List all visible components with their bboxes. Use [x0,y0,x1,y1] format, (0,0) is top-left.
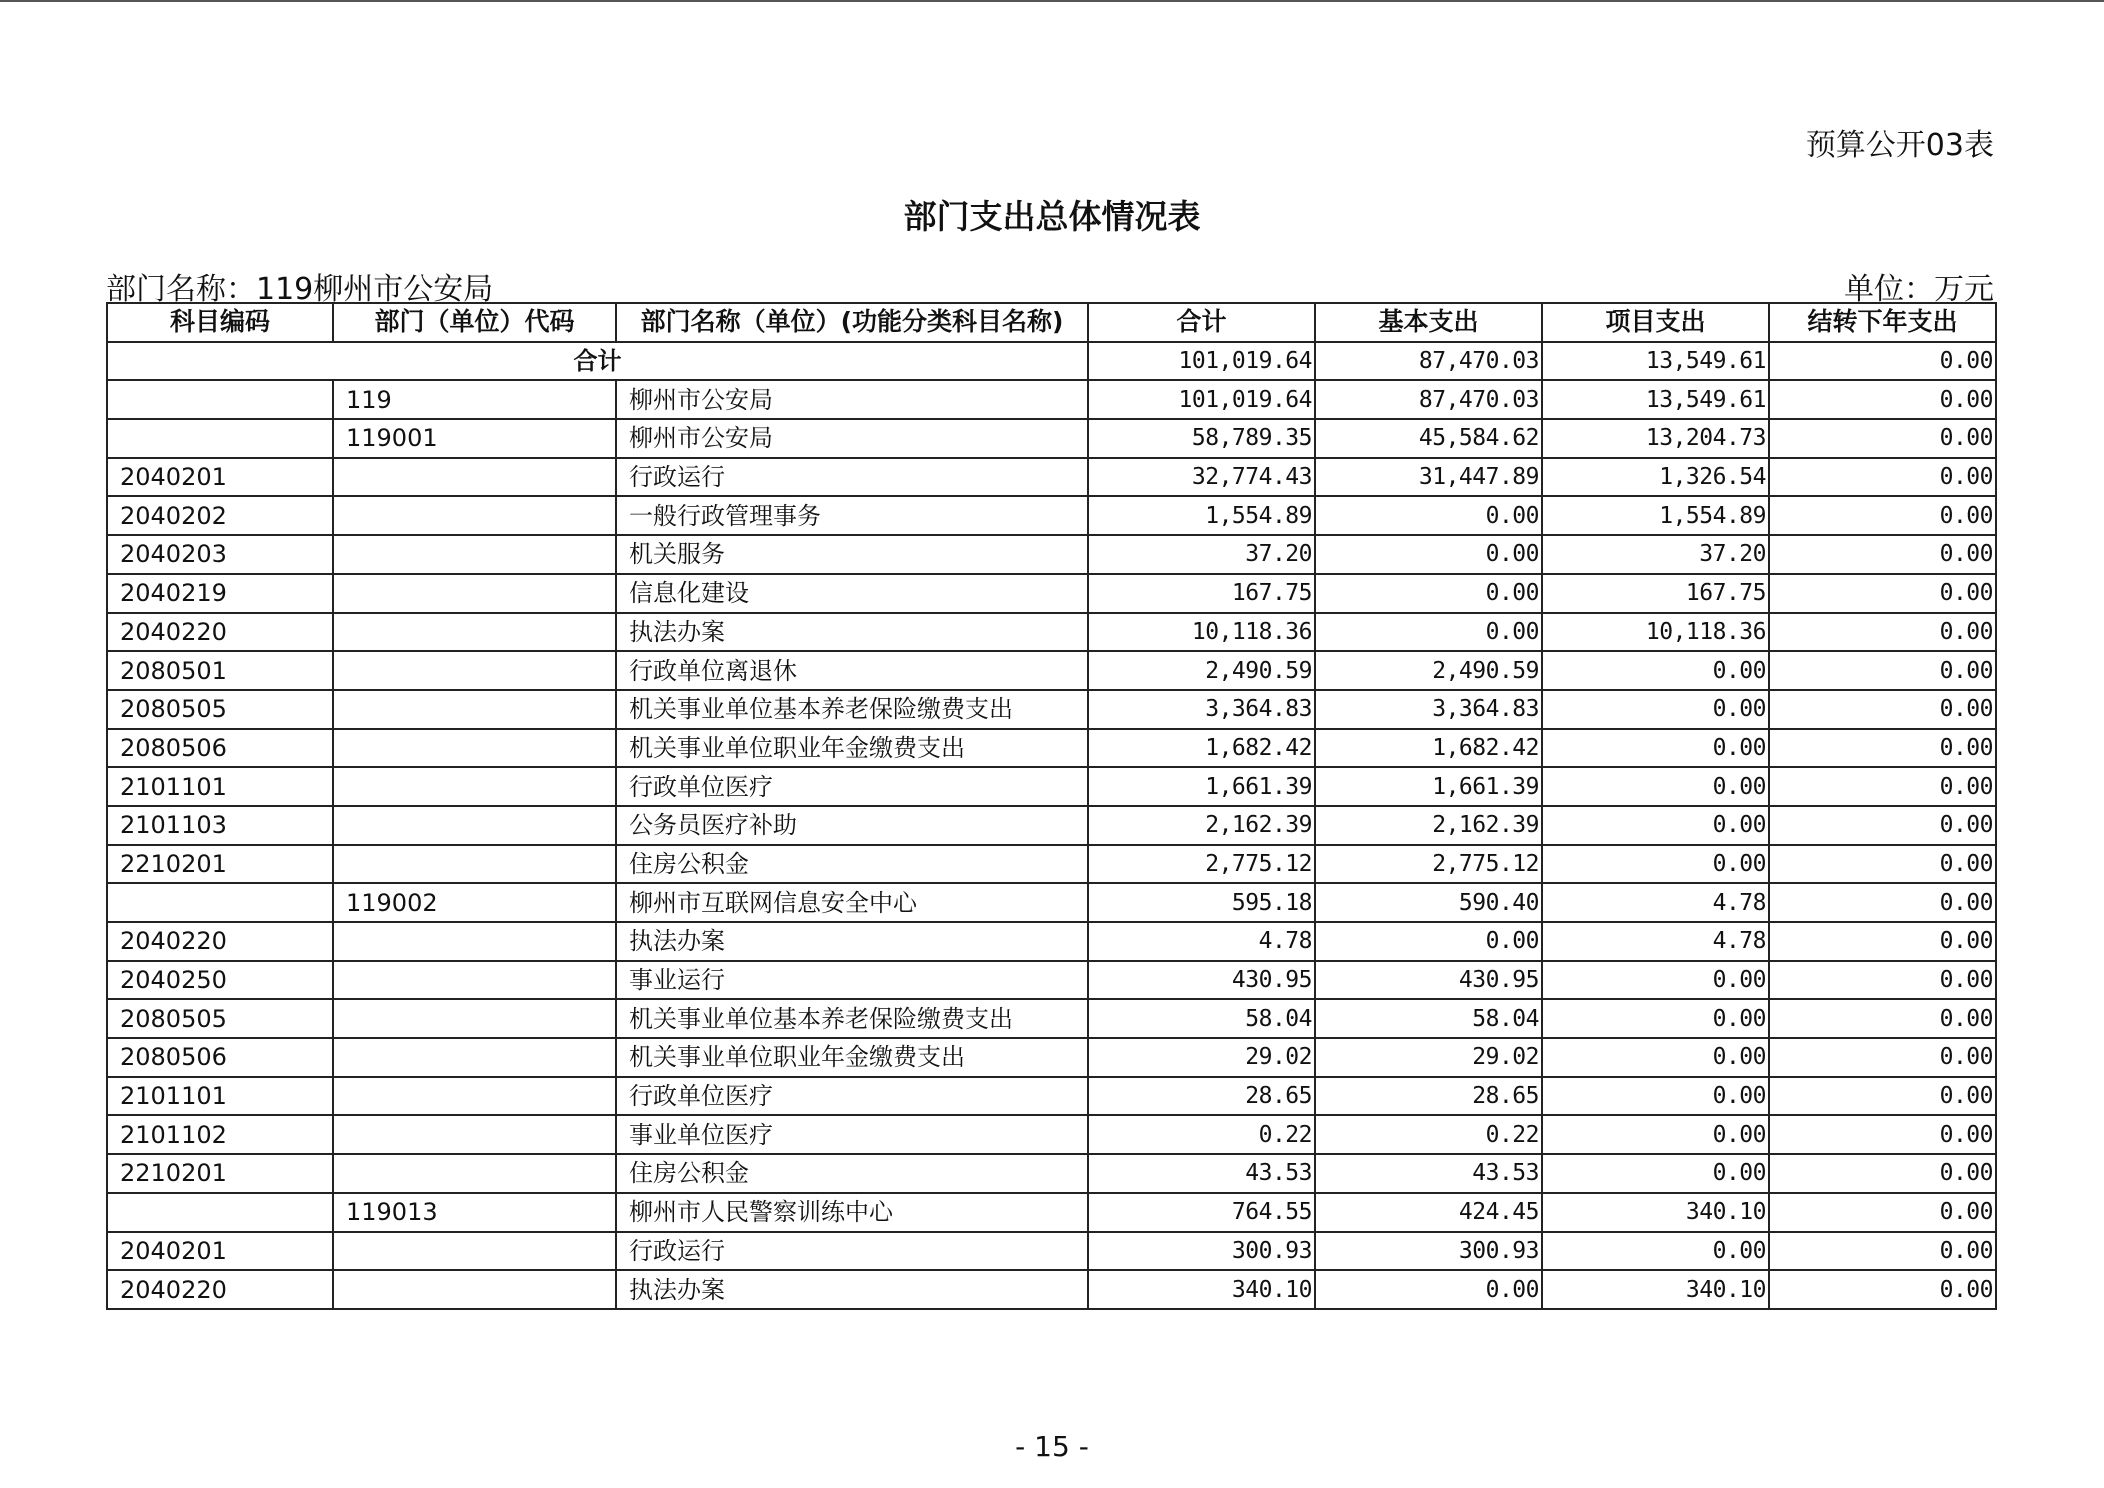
header-unit-name: 部门名称（单位）(功能分类科目名称) [616,303,1088,342]
cell-total: 300.93 [1088,1232,1315,1271]
cell-unit-name: 住房公积金 [616,1154,1088,1193]
table-row [107,1115,1996,1154]
cell-unit-code [333,613,616,652]
table-row [107,613,1996,652]
cell-basic-expenditure: 0.00 [1315,574,1542,613]
cell-project-expenditure: 37.20 [1542,535,1769,574]
cell-unit-name: 信息化建设 [616,574,1088,613]
cell-project-expenditure: 340.10 [1542,1270,1769,1309]
cell-unit-code [333,767,616,806]
cell-basic-expenditure: 430.95 [1315,961,1542,1000]
cell-unit-name: 柳州市人民警察训练中心 [616,1193,1088,1232]
cell-unit-code [333,729,616,768]
cell-project-expenditure: 10,118.36 [1542,613,1769,652]
total-row-label: 合计 [107,342,1088,381]
table-row [107,845,1996,884]
header-carryover-expenditure: 结转下年支出 [1769,303,1996,342]
cell-subject-code: 2040219 [107,574,333,613]
cell-unit-name: 行政运行 [616,458,1088,497]
table-row [107,1270,1996,1309]
cell-carryover-expenditure: 0.00 [1769,1154,1996,1193]
cell-total: 58.04 [1088,999,1315,1038]
cell-unit-name: 一般行政管理事务 [616,496,1088,535]
cell-total: 430.95 [1088,961,1315,1000]
table-row [107,806,1996,845]
cell-unit-name: 事业运行 [616,961,1088,1000]
cell-total: 10,118.36 [1088,613,1315,652]
cell-project-expenditure: 0.00 [1542,1232,1769,1271]
table-row [107,1193,1996,1232]
cell-subject-code: 2040201 [107,1232,333,1271]
cell-unit-name: 行政单位医疗 [616,1077,1088,1116]
cell-total: 29.02 [1088,1038,1315,1077]
table-row [107,1232,1996,1271]
table-header-row [107,303,1996,342]
cell-unit-code [333,496,616,535]
cell-basic-expenditure: 45,584.62 [1315,419,1542,458]
cell-total: 101,019.64 [1088,380,1315,419]
cell-project-expenditure: 0.00 [1542,806,1769,845]
cell-project-expenditure: 0.00 [1542,999,1769,1038]
cell-basic-expenditure: 2,490.59 [1315,651,1542,690]
cell-unit-name: 行政单位医疗 [616,767,1088,806]
cell-total: 4.78 [1088,922,1315,961]
cell-basic-expenditure: 0.00 [1315,496,1542,535]
cell-unit-name: 机关服务 [616,535,1088,574]
cell-unit-code [333,458,616,497]
cell-carryover-expenditure: 0.00 [1769,845,1996,884]
cell-total: 43.53 [1088,1154,1315,1193]
cell-unit-name: 机关事业单位职业年金缴费支出 [616,729,1088,768]
cell-unit-code [333,1115,616,1154]
cell-carryover-expenditure: 0.00 [1769,961,1996,1000]
cell-unit-code: 119 [333,380,616,419]
cell-carryover-expenditure: 0.00 [1769,1077,1996,1116]
cell-subject-code [107,380,333,419]
cell-project-expenditure: 340.10 [1542,1193,1769,1232]
cell-unit-name: 执法办案 [616,613,1088,652]
cell-total: 340.10 [1088,1270,1315,1309]
cell-unit-code: 119013 [333,1193,616,1232]
cell-carryover-expenditure: 0.00 [1769,1115,1996,1154]
cell-carryover-expenditure: 0.00 [1769,574,1996,613]
cell-unit-name: 执法办案 [616,922,1088,961]
cell-unit-code [333,806,616,845]
table-row [107,922,1996,961]
cell-unit-name: 住房公积金 [616,845,1088,884]
cell-project-expenditure: 0.00 [1542,961,1769,1000]
cell-total: 2,775.12 [1088,845,1315,884]
cell-carryover-expenditure: 0.00 [1769,729,1996,768]
cell-unit-code [333,1077,616,1116]
cell-unit-name: 行政单位离退休 [616,651,1088,690]
cell-total: 0.22 [1088,1115,1315,1154]
cell-subject-code: 2040202 [107,496,333,535]
cell-carryover-expenditure: 0.00 [1769,1232,1996,1271]
cell-project-expenditure: 0.00 [1542,845,1769,884]
cell-unit-code [333,999,616,1038]
cell-carryover-expenditure: 0.00 [1769,380,1996,419]
cell-basic-expenditure: 31,447.89 [1315,458,1542,497]
cell-project-expenditure: 13,204.73 [1542,419,1769,458]
cell-project-expenditure: 0.00 [1542,651,1769,690]
cell-subject-code: 2101101 [107,1077,333,1116]
cell-basic-expenditure: 2,162.39 [1315,806,1542,845]
total-row-total: 101,019.64 [1088,342,1315,381]
cell-subject-code [107,419,333,458]
cell-unit-name: 公务员医疗补助 [616,806,1088,845]
header-total: 合计 [1088,303,1315,342]
header-project-expenditure: 项目支出 [1542,303,1769,342]
cell-carryover-expenditure: 0.00 [1769,535,1996,574]
cell-basic-expenditure: 58.04 [1315,999,1542,1038]
table-row [107,767,1996,806]
cell-basic-expenditure: 590.40 [1315,883,1542,922]
cell-total: 1,554.89 [1088,496,1315,535]
cell-unit-name: 机关事业单位基本养老保险缴费支出 [616,999,1088,1038]
cell-subject-code: 2080505 [107,690,333,729]
cell-unit-name: 柳州市互联网信息安全中心 [616,883,1088,922]
cell-basic-expenditure: 43.53 [1315,1154,1542,1193]
cell-project-expenditure: 0.00 [1542,1154,1769,1193]
cell-total: 3,364.83 [1088,690,1315,729]
table-row [107,380,1996,419]
cell-total: 595.18 [1088,883,1315,922]
cell-unit-code [333,845,616,884]
cell-project-expenditure: 0.00 [1542,767,1769,806]
cell-unit-code [333,651,616,690]
cell-unit-code [333,1038,616,1077]
table-row [107,458,1996,497]
unit-label: 单位：万元 [1844,272,1994,307]
cell-project-expenditure: 0.00 [1542,729,1769,768]
cell-project-expenditure: 167.75 [1542,574,1769,613]
cell-carryover-expenditure: 0.00 [1769,419,1996,458]
cell-unit-code [333,1154,616,1193]
cell-project-expenditure: 4.78 [1542,922,1769,961]
cell-carryover-expenditure: 0.00 [1769,922,1996,961]
cell-project-expenditure: 13,549.61 [1542,380,1769,419]
cell-basic-expenditure: 0.00 [1315,535,1542,574]
cell-subject-code: 2080501 [107,651,333,690]
cell-subject-code: 2040220 [107,613,333,652]
cell-project-expenditure: 1,554.89 [1542,496,1769,535]
cell-unit-code [333,922,616,961]
cell-subject-code [107,883,333,922]
cell-basic-expenditure: 29.02 [1315,1038,1542,1077]
cell-carryover-expenditure: 0.00 [1769,883,1996,922]
cell-unit-code [333,961,616,1000]
cell-unit-code [333,1270,616,1309]
total-row-basic: 87,470.03 [1315,342,1542,381]
cell-total: 2,162.39 [1088,806,1315,845]
cell-total: 1,661.39 [1088,767,1315,806]
cell-carryover-expenditure: 0.00 [1769,690,1996,729]
cell-unit-code [333,690,616,729]
cell-total: 37.20 [1088,535,1315,574]
cell-subject-code: 2101101 [107,767,333,806]
cell-basic-expenditure: 3,364.83 [1315,690,1542,729]
cell-carryover-expenditure: 0.00 [1769,806,1996,845]
table-row [107,690,1996,729]
table-row [107,419,1996,458]
cell-unit-code: 119001 [333,419,616,458]
cell-project-expenditure: 0.00 [1542,1077,1769,1116]
cell-subject-code: 2210201 [107,1154,333,1193]
cell-carryover-expenditure: 0.00 [1769,651,1996,690]
cell-basic-expenditure: 2,775.12 [1315,845,1542,884]
cell-project-expenditure: 4.78 [1542,883,1769,922]
cell-carryover-expenditure: 0.00 [1769,458,1996,497]
header-unit-code: 部门（单位）代码 [333,303,616,342]
cell-basic-expenditure: 300.93 [1315,1232,1542,1271]
cell-basic-expenditure: 1,682.42 [1315,729,1542,768]
cell-subject-code: 2040201 [107,458,333,497]
expenditure-table [106,302,1997,1310]
cell-total: 1,682.42 [1088,729,1315,768]
cell-basic-expenditure: 0.22 [1315,1115,1542,1154]
total-row-carryover: 0.00 [1769,342,1996,381]
table-row [107,1154,1996,1193]
cell-unit-name: 行政运行 [616,1232,1088,1271]
top-border-rule [0,0,2104,2]
page-number: - 15 - [1015,1430,1089,1463]
table-row [107,1038,1996,1077]
cell-carryover-expenditure: 0.00 [1769,1193,1996,1232]
table-row [107,651,1996,690]
cell-carryover-expenditure: 0.00 [1769,613,1996,652]
table-row [107,574,1996,613]
cell-basic-expenditure: 0.00 [1315,1270,1542,1309]
table-total-row [107,342,1996,381]
cell-unit-code [333,1232,616,1271]
table-row [107,496,1996,535]
cell-total: 2,490.59 [1088,651,1315,690]
cell-subject-code [107,1193,333,1232]
cell-basic-expenditure: 28.65 [1315,1077,1542,1116]
form-code-label: 预算公开03表 [1805,128,1994,163]
cell-unit-code: 119002 [333,883,616,922]
cell-unit-name: 执法办案 [616,1270,1088,1309]
cell-total: 167.75 [1088,574,1315,613]
cell-carryover-expenditure: 0.00 [1769,1270,1996,1309]
cell-unit-name: 柳州市公安局 [616,380,1088,419]
cell-project-expenditure: 1,326.54 [1542,458,1769,497]
cell-subject-code: 2040220 [107,922,333,961]
cell-project-expenditure: 0.00 [1542,1038,1769,1077]
cell-subject-code: 2040250 [107,961,333,1000]
cell-unit-name: 机关事业单位基本养老保险缴费支出 [616,690,1088,729]
cell-project-expenditure: 0.00 [1542,1115,1769,1154]
cell-basic-expenditure: 87,470.03 [1315,380,1542,419]
cell-subject-code: 2101103 [107,806,333,845]
header-subject-code: 科目编码 [107,303,333,342]
cell-subject-code: 2040220 [107,1270,333,1309]
cell-subject-code: 2210201 [107,845,333,884]
cell-basic-expenditure: 0.00 [1315,613,1542,652]
cell-total: 28.65 [1088,1077,1315,1116]
cell-subject-code: 2080505 [107,999,333,1038]
table-row [107,883,1996,922]
cell-carryover-expenditure: 0.00 [1769,496,1996,535]
cell-subject-code: 2080506 [107,729,333,768]
department-name-label: 部门名称：119柳州市公安局 [106,272,494,307]
total-row-project: 13,549.61 [1542,342,1769,381]
table-row [107,729,1996,768]
cell-subject-code: 2080506 [107,1038,333,1077]
cell-carryover-expenditure: 0.00 [1769,1038,1996,1077]
page-title: 部门支出总体情况表 [903,197,1201,236]
table-row [107,535,1996,574]
cell-basic-expenditure: 0.00 [1315,922,1542,961]
cell-total: 58,789.35 [1088,419,1315,458]
cell-basic-expenditure: 424.45 [1315,1193,1542,1232]
cell-basic-expenditure: 1,661.39 [1315,767,1542,806]
cell-unit-name: 柳州市公安局 [616,419,1088,458]
cell-total: 32,774.43 [1088,458,1315,497]
cell-carryover-expenditure: 0.00 [1769,999,1996,1038]
cell-unit-name: 机关事业单位职业年金缴费支出 [616,1038,1088,1077]
cell-subject-code: 2040203 [107,535,333,574]
cell-subject-code: 2101102 [107,1115,333,1154]
header-basic-expenditure: 基本支出 [1315,303,1542,342]
cell-project-expenditure: 0.00 [1542,690,1769,729]
cell-total: 764.55 [1088,1193,1315,1232]
table-row [107,999,1996,1038]
table-row [107,961,1996,1000]
cell-carryover-expenditure: 0.00 [1769,767,1996,806]
table-row [107,1077,1996,1116]
cell-unit-code [333,574,616,613]
cell-unit-name: 事业单位医疗 [616,1115,1088,1154]
cell-unit-code [333,535,616,574]
